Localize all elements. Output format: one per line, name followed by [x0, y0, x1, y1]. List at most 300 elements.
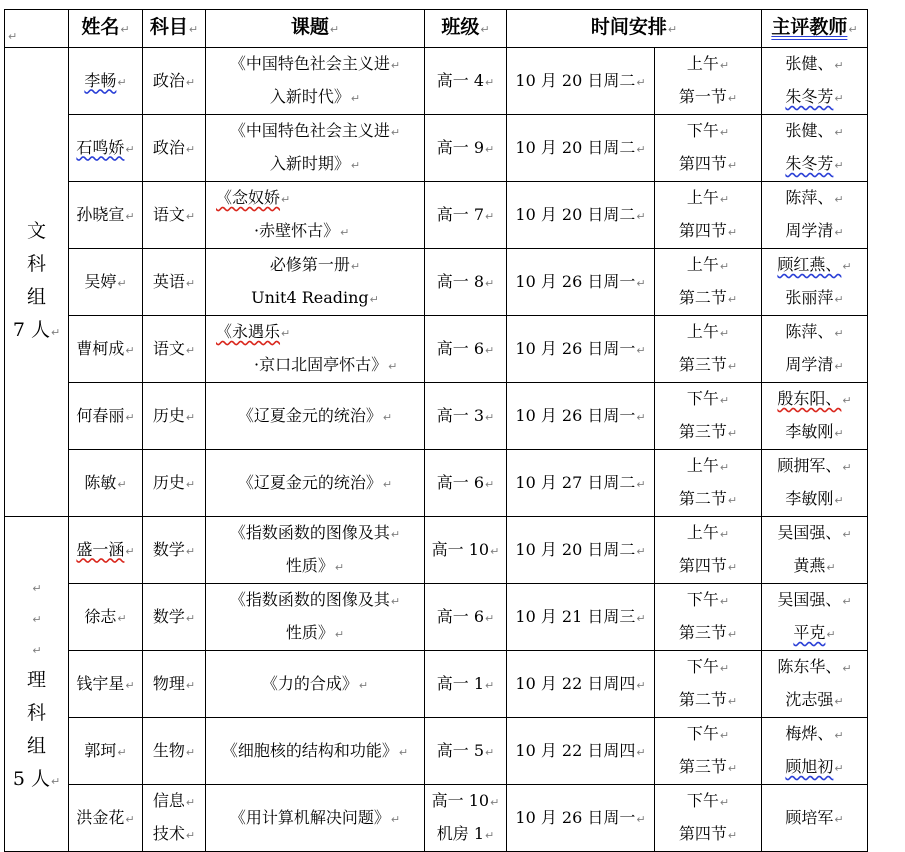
slot-text-line: 下午	[686, 389, 719, 408]
topic-text-line: 《辽夏金元的统治》	[237, 472, 382, 492]
slot-text-line: 上午	[686, 188, 719, 207]
cell-teacher	[762, 785, 868, 852]
class-text: 高一 7	[436, 204, 485, 224]
cell-subject	[143, 718, 206, 785]
cell-date	[507, 785, 655, 852]
cell-topic	[206, 651, 425, 718]
paragraph-mark-icon: ↵	[485, 343, 495, 357]
class-text-line: 高一 10	[431, 791, 490, 810]
teacher-text-line: 李敏刚	[785, 489, 834, 508]
paragraph-mark-icon: ↵	[834, 92, 844, 105]
cell-class	[425, 718, 507, 785]
paragraph-mark-icon: ↵	[719, 394, 730, 407]
paragraph-mark-icon: ↵	[719, 59, 730, 72]
paragraph-mark-icon: ↵	[125, 544, 135, 558]
paragraph-mark-icon: ↵	[185, 75, 196, 89]
slot-text-line: 第二节	[678, 690, 727, 709]
teacher-text-line: 顾红燕、	[777, 255, 842, 274]
topic-text-line: Unit4 Reading	[251, 288, 369, 307]
cell-date	[507, 249, 655, 316]
cell-subject	[143, 651, 206, 718]
paragraph-mark-icon: ↵	[727, 695, 738, 708]
paragraph-mark-icon: ↵	[185, 477, 196, 491]
subject-text-line: 技术	[152, 824, 185, 843]
cell-class	[425, 450, 507, 517]
table-row	[5, 383, 868, 450]
slot-text-line: 第四节	[678, 556, 727, 575]
cell-topic	[206, 115, 425, 182]
cell-date	[507, 718, 655, 785]
paragraph-mark-icon: ↵	[390, 528, 401, 541]
subject-text-line: 信息	[152, 791, 185, 810]
teacher-text-line: 陈萍、	[785, 322, 834, 341]
group-label-line: 理	[26, 668, 46, 691]
cell-topic	[206, 48, 425, 115]
subject-text: 政治	[152, 70, 185, 90]
paragraph-mark-icon: ↵	[185, 142, 196, 156]
cell-class	[425, 785, 507, 852]
group-label-line: 组	[26, 286, 46, 308]
topic-text-line: 性质》	[285, 623, 334, 642]
table-row	[5, 48, 868, 115]
paragraph-mark-icon: ↵	[727, 360, 738, 373]
teacher-text-line: 张丽萍	[785, 288, 834, 307]
date-text: 10 月 27 日周二	[515, 472, 636, 492]
paragraph-mark-icon: ↵	[834, 226, 844, 239]
teacher-text-line: 顾培军	[785, 807, 834, 827]
paragraph-mark-icon: ↵	[636, 544, 646, 558]
cell-subject	[143, 48, 206, 115]
cell-topic	[206, 316, 425, 383]
paragraph-mark-icon: ↵	[350, 260, 361, 273]
paragraph-mark-icon: ↵	[485, 477, 495, 491]
topic-line: ·赤壁怀古》	[254, 221, 340, 240]
table-row	[5, 651, 868, 718]
cell-subject	[143, 249, 206, 316]
cell-teacher	[762, 383, 868, 450]
cell-class	[425, 651, 507, 718]
paragraph-mark-icon: ↵	[636, 142, 646, 156]
paragraph-mark-icon: ↵	[834, 812, 844, 826]
cell-topic	[206, 383, 425, 450]
teacher-text-line: 张健、	[785, 54, 834, 73]
name-text: 钱宇星	[76, 673, 125, 693]
cell-slot	[655, 517, 762, 584]
subject-text: 政治	[152, 137, 185, 157]
table-row	[5, 316, 868, 383]
paragraph-mark-icon: ↵	[727, 293, 738, 306]
cell-name	[69, 316, 143, 383]
paragraph-mark-icon: ↵	[834, 360, 844, 373]
teacher-text-line: 顾旭初	[785, 757, 834, 776]
paragraph-mark-icon: ↵	[719, 662, 730, 675]
paragraph-mark-icon: ↵	[382, 477, 393, 491]
cell-topic	[206, 249, 425, 316]
paragraph-mark-icon: ↵	[398, 745, 409, 759]
cell-date	[507, 316, 655, 383]
paragraph-mark-icon: ↵	[50, 774, 61, 788]
cell-topic	[206, 584, 425, 651]
cell-teacher	[762, 316, 868, 383]
paragraph-mark-icon: ↵	[826, 628, 836, 641]
topic-text-line: 《细胞核的结构和功能》	[221, 740, 398, 760]
subject-text: 数学	[152, 539, 185, 559]
cell-name	[69, 115, 143, 182]
class-text-line: 机房 1	[436, 824, 485, 843]
topic-text-line: 《中国特色社会主义进	[229, 54, 390, 73]
teacher-text-line: 平克	[793, 623, 826, 642]
paragraph-mark-icon: ↵	[485, 75, 495, 89]
paragraph-mark-icon: ↵	[842, 394, 852, 407]
topic-line: ·京口北固亭怀古》	[254, 355, 388, 374]
paragraph-mark-icon: ↵	[125, 410, 135, 424]
paragraph-mark-icon: ↵	[834, 293, 844, 306]
cell-class	[425, 48, 507, 115]
paragraph-mark-icon: ↵	[485, 678, 495, 692]
cell-class	[425, 584, 507, 651]
paragraph-mark-icon: ↵	[185, 745, 196, 759]
name-text: 曹柯成	[76, 338, 125, 358]
paragraph-mark-icon: ↵	[727, 762, 738, 775]
class-text: 高一 6	[436, 606, 485, 626]
teacher-text-line: 吴国强、	[777, 590, 842, 609]
paragraph-mark-icon: ↵	[842, 528, 852, 541]
paragraph-mark-icon: ↵	[369, 293, 379, 306]
paragraph-mark-icon: ↵	[719, 193, 730, 206]
slot-text-line: 下午	[686, 121, 719, 140]
topic-text-line: 入新时代》	[269, 87, 350, 106]
slot-text-line: 第四节	[678, 221, 727, 240]
cell-name	[69, 785, 143, 852]
paragraph-mark-icon: ↵	[834, 327, 844, 340]
paragraph-mark-icon: ↵	[340, 226, 350, 239]
cell-name	[69, 182, 143, 249]
slot-text-line: 第三节	[678, 623, 727, 642]
paragraph-mark-icon: ↵	[636, 812, 646, 826]
cell-name	[69, 517, 143, 584]
paragraph-mark-icon: ↵	[636, 477, 646, 491]
cell-slot	[655, 316, 762, 383]
header-class: 班级↵	[425, 10, 507, 48]
slot-text-line: 第二节	[678, 489, 727, 508]
cell-date	[507, 450, 655, 517]
paragraph-mark-icon: ↵	[834, 59, 844, 72]
paragraph-mark-icon: ↵	[636, 678, 646, 692]
paragraph-mark-icon: ↵	[490, 544, 500, 558]
name-text: 孙晓宣	[76, 204, 125, 224]
name-text: 石鸣娇	[76, 137, 125, 157]
group-label-line: 7 人	[12, 319, 50, 341]
paragraph-mark-icon: ↵	[281, 327, 291, 340]
table-row	[5, 450, 868, 517]
cell-name	[69, 249, 143, 316]
cell-slot	[655, 115, 762, 182]
paragraph-mark-icon: ↵	[834, 494, 844, 507]
table-row	[5, 785, 868, 852]
cell-class	[425, 517, 507, 584]
cell-subject	[143, 316, 206, 383]
subject-text: 物理	[152, 673, 185, 693]
class-text: 高一 6	[436, 338, 485, 358]
header-topic: 课题↵	[206, 10, 425, 48]
cell-name	[69, 48, 143, 115]
paragraph-mark-icon: ↵	[636, 745, 646, 759]
paragraph-mark-icon: ↵	[185, 410, 196, 424]
class-text: 高一 10	[431, 539, 490, 559]
slot-text-line: 第一节	[678, 87, 727, 106]
cell-name	[69, 651, 143, 718]
cell-teacher	[762, 651, 868, 718]
paragraph-mark-icon: ↵	[834, 427, 844, 440]
teacher-text-line: 殷东阳、	[777, 389, 842, 408]
cell-subject	[143, 517, 206, 584]
topic-text-line: 入新时期》	[269, 154, 350, 173]
name-text: 徐志	[84, 606, 117, 626]
paragraph-mark-icon: ↵	[32, 643, 42, 657]
paragraph-mark-icon: ↵	[636, 343, 646, 357]
cell-topic	[206, 517, 425, 584]
cell-slot	[655, 651, 762, 718]
slot-text-line: 第三节	[678, 757, 727, 776]
paragraph-mark-icon: ↵	[485, 611, 495, 625]
paragraph-mark-icon: ↵	[185, 678, 196, 692]
header-teacher: 主评教师↵	[762, 10, 868, 48]
paragraph-mark-icon: ↵	[388, 360, 398, 373]
subject-text: 生物	[152, 740, 185, 760]
teacher-text-line: 朱冬芳	[785, 154, 834, 173]
teacher-text-line: 朱冬芳	[785, 87, 834, 106]
paragraph-mark-icon: ↵	[719, 528, 730, 541]
paragraph-mark-icon: ↵	[727, 226, 738, 239]
paragraph-mark-icon: ↵	[834, 729, 844, 742]
slot-text-line: 下午	[686, 724, 719, 743]
paragraph-mark-icon: ↵	[826, 561, 836, 574]
paragraph-mark-icon: ↵	[719, 595, 730, 608]
paragraph-mark-icon: ↵	[334, 628, 345, 641]
paragraph-mark-icon: ↵	[390, 126, 401, 139]
slot-text-line: 第四节	[678, 824, 727, 843]
cell-date	[507, 584, 655, 651]
name-text: 陈敏	[84, 472, 117, 492]
slot-text-line: 上午	[686, 255, 719, 274]
paragraph-mark-icon: ↵	[125, 209, 135, 223]
paragraph-mark-icon: ↵	[334, 561, 345, 574]
cell-slot	[655, 718, 762, 785]
slot-text-line: 上午	[686, 523, 719, 542]
subject-text: 历史	[152, 472, 185, 492]
subject-text: 语文	[152, 204, 185, 224]
table-row	[5, 584, 868, 651]
cell-name	[69, 383, 143, 450]
paragraph-mark-icon: ↵	[485, 142, 495, 156]
cell-subject	[143, 785, 206, 852]
slot-text-line: 第三节	[678, 422, 727, 441]
teacher-text-line: 周学清	[785, 221, 834, 240]
paragraph-mark-icon: ↵	[125, 142, 135, 156]
cell-slot	[655, 584, 762, 651]
teacher-text-line: 沈志强	[785, 690, 834, 709]
name-text: 李畅	[84, 70, 117, 90]
cell-date	[507, 115, 655, 182]
paragraph-mark-icon: ↵	[834, 159, 844, 172]
paragraph-mark-icon: ↵	[485, 829, 495, 842]
class-text: 高一 8	[436, 271, 485, 291]
table-row	[5, 517, 868, 584]
cell-name	[69, 584, 143, 651]
paragraph-mark-icon: ↵	[117, 75, 127, 89]
cell-slot	[655, 48, 762, 115]
paragraph-mark-icon: ↵	[281, 193, 291, 206]
paragraph-mark-icon: ↵	[727, 628, 738, 641]
header-subject: 科目↵	[143, 10, 206, 48]
paragraph-mark-icon: ↵	[719, 729, 730, 742]
subject-text: 语文	[152, 338, 185, 358]
slot-text-line: 下午	[686, 590, 719, 609]
paragraph-mark-icon: ↵	[117, 276, 127, 290]
class-text: 高一 9	[436, 137, 485, 157]
cell-slot	[655, 785, 762, 852]
group-label-line: 科	[26, 701, 46, 724]
paragraph-mark-icon: ↵	[117, 745, 127, 759]
topic-text-line: 必修第一册	[269, 255, 350, 274]
teacher-text-line: 梅烨、	[785, 724, 834, 743]
date-text: 10 月 20 日周二	[515, 137, 636, 157]
paragraph-mark-icon: ↵	[842, 595, 852, 608]
paragraph-mark-icon: ↵	[727, 159, 738, 172]
topic-text-line: 《力的合成》	[261, 673, 358, 693]
date-text: 10 月 22 日周四	[515, 673, 636, 693]
teacher-text-line: 黄燕	[793, 556, 826, 575]
cell-date	[507, 517, 655, 584]
teacher-text-line: 陈东华、	[777, 657, 842, 676]
header-name: 姓名↵	[69, 10, 143, 48]
paragraph-mark-icon: ↵	[125, 343, 135, 357]
cell-subject	[143, 383, 206, 450]
paragraph-mark-icon: ↵	[358, 678, 369, 692]
cell-teacher	[762, 249, 868, 316]
header-row	[5, 10, 868, 48]
paragraph-mark-icon: ↵	[185, 209, 196, 223]
paragraph-mark-icon: ↵	[727, 829, 738, 842]
name-text: 何春丽	[76, 405, 125, 425]
date-text: 10 月 26 日周一	[515, 405, 636, 425]
paragraph-mark-icon: ↵	[390, 59, 401, 72]
cell-topic	[206, 182, 425, 249]
header-group: ↵	[5, 10, 69, 48]
cell-subject	[143, 584, 206, 651]
paragraph-mark-icon: ↵	[834, 126, 844, 139]
paragraph-mark-icon: ↵	[350, 159, 361, 172]
paragraph-mark-icon: ↵	[727, 561, 738, 574]
paragraph-mark-icon: ↵	[834, 193, 844, 206]
paragraph-mark-icon: ↵	[842, 662, 852, 675]
topic-line: 《永遇乐	[216, 322, 281, 341]
paragraph-mark-icon: ↵	[485, 209, 495, 223]
cell-subject	[143, 115, 206, 182]
header-schedule: 时间安排↵	[507, 10, 762, 48]
group-label-line: 科	[26, 253, 46, 275]
paragraph-mark-icon: ↵	[636, 611, 646, 625]
subject-text: 数学	[152, 606, 185, 626]
cell-topic	[206, 450, 425, 517]
slot-text-line: 下午	[686, 791, 719, 810]
paragraph-mark-icon: ↵	[185, 611, 196, 625]
cell-teacher	[762, 584, 868, 651]
cell-teacher	[762, 718, 868, 785]
cell-date	[507, 651, 655, 718]
paragraph-mark-icon: ↵	[727, 92, 738, 105]
paragraph-mark-icon: ↵	[485, 745, 495, 759]
cell-date	[507, 48, 655, 115]
teacher-text-line: 李敏刚	[785, 422, 834, 441]
paragraph-mark-icon: ↵	[490, 796, 500, 809]
cell-date	[507, 383, 655, 450]
paragraph-mark-icon: ↵	[636, 209, 646, 223]
paragraph-mark-icon: ↵	[842, 461, 852, 474]
group-label-line: 组	[26, 734, 46, 757]
cell-name	[69, 450, 143, 517]
cell-topic	[206, 785, 425, 852]
paragraph-mark-icon: ↵	[636, 75, 646, 89]
group-cell-1	[5, 517, 69, 852]
date-text: 10 月 20 日周二	[515, 204, 636, 224]
cell-teacher	[762, 450, 868, 517]
slot-text-line: 上午	[686, 54, 719, 73]
topic-text-line: 《指数函数的图像及其	[229, 523, 390, 542]
cell-name	[69, 718, 143, 785]
paragraph-mark-icon: ↵	[727, 494, 738, 507]
teacher-text-line: 陈萍、	[785, 188, 834, 207]
paragraph-mark-icon: ↵	[32, 581, 42, 595]
name-text: 洪金花	[76, 807, 125, 827]
paragraph-mark-icon: ↵	[185, 343, 196, 357]
paragraph-mark-icon: ↵	[32, 612, 42, 626]
slot-text-line: 第二节	[678, 288, 727, 307]
paragraph-mark-icon: ↵	[636, 276, 646, 290]
topic-text-line: 《用计算机解决问题》	[229, 807, 390, 827]
date-text: 10 月 21 日周三	[515, 606, 636, 626]
table-row	[5, 718, 868, 785]
class-text: 高一 6	[436, 472, 485, 492]
slot-text-line: 第三节	[678, 355, 727, 374]
paragraph-mark-icon: ↵	[390, 812, 401, 826]
date-text: 10 月 26 日周一	[515, 338, 636, 358]
subject-text: 英语	[152, 271, 185, 291]
class-text: 高一 4	[436, 70, 485, 90]
paragraph-mark-icon: ↵	[719, 126, 730, 139]
topic-text-line: 《中国特色社会主义进	[229, 121, 390, 140]
paragraph-mark-icon: ↵	[842, 260, 852, 273]
topic-text-line: 性质》	[285, 556, 334, 575]
paragraph-mark-icon: ↵	[485, 276, 495, 290]
date-text: 10 月 20 日周二	[515, 70, 636, 90]
paragraph-mark-icon: ↵	[727, 427, 738, 440]
teacher-text-line: 周学清	[785, 355, 834, 374]
cell-slot	[655, 383, 762, 450]
cell-class	[425, 316, 507, 383]
topic-text-line: 《辽夏金元的统治》	[237, 405, 382, 425]
name-text: 盛一涵	[76, 539, 125, 559]
subject-text: 历史	[152, 405, 185, 425]
paragraph-mark-icon: ↵	[719, 461, 730, 474]
date-text: 10 月 20 日周二	[515, 539, 636, 559]
class-text: 高一 5	[436, 740, 485, 760]
paragraph-mark-icon: ↵	[117, 477, 127, 491]
slot-text-line: 下午	[686, 657, 719, 676]
slot-text-line: 第四节	[678, 154, 727, 173]
paragraph-mark-icon: ↵	[350, 92, 361, 105]
class-text: 高一 3	[436, 405, 485, 425]
